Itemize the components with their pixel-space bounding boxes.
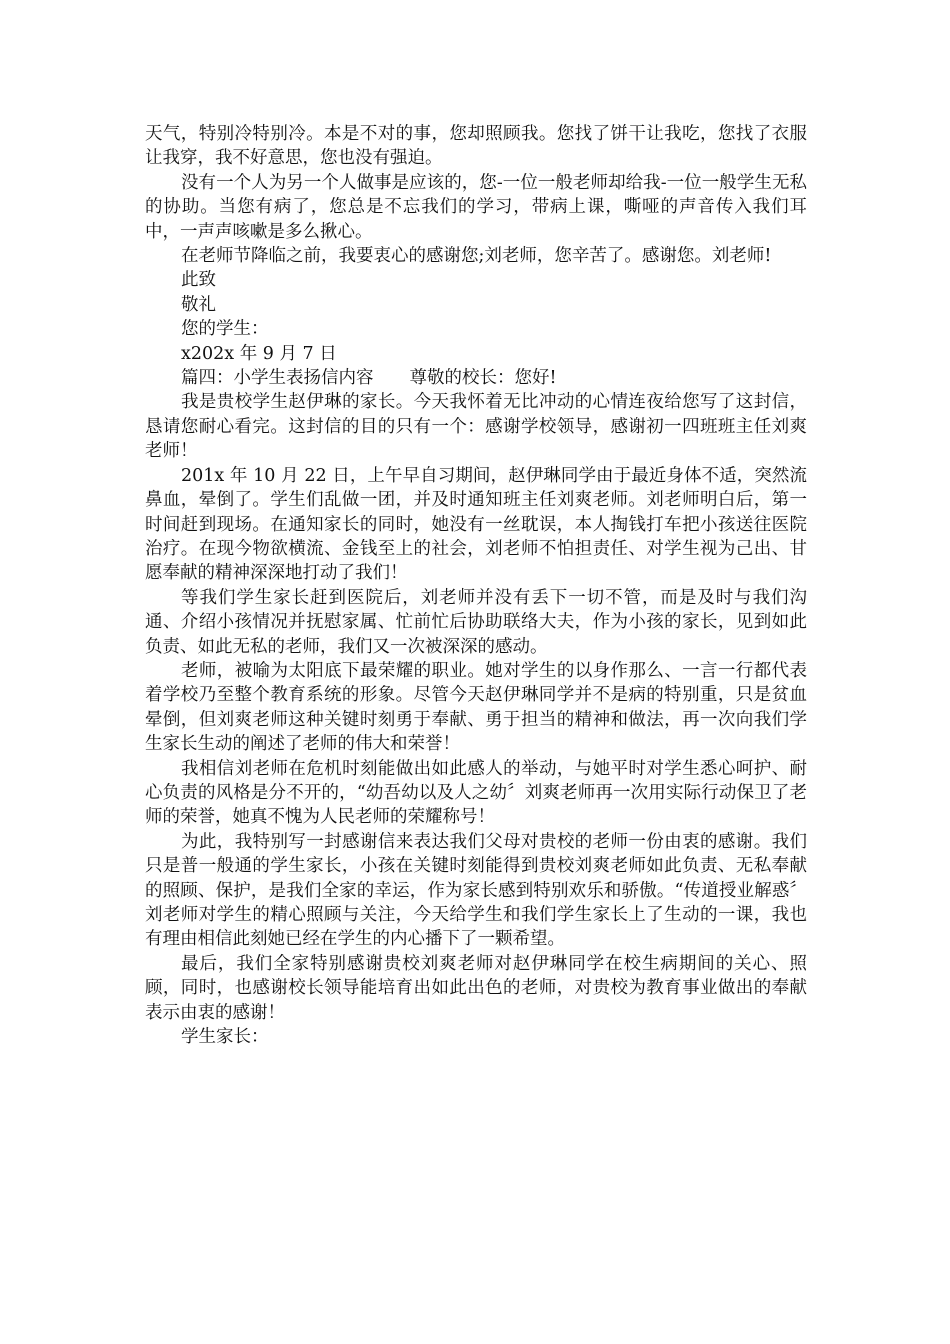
signature-student: 您的学生： <box>181 319 269 340</box>
paragraph-teacher-help: 没有一个人为另一个人做事是应该的，您-一位一般老师却给我-一位一般学生无私的协助。当您有病了，您总是不忘我们的学习，带病上课，嘶哑的声音传入我们耳中，一声声咳嗽是多么揪心。 <box>145 172 807 242</box>
signature-parent: 学生家长： <box>181 1027 269 1048</box>
paragraph-intro: 我是贵校学生赵伊琳的家长。今天我怀着无比冲动的心情连夜给您写了这封信，恳请您耐心看完。这封信的目的只有一个：感谢学校领导，感谢初一四班班主任刘爽老师！ <box>145 392 807 462</box>
section-title: 篇四：小学生表扬信内容 <box>181 368 374 389</box>
paragraph-weather: 天气，特别冷特别冷。本是不对的事，您却照顾我。您找了饼干让我吃，您找了衣服让我穿，我不好意思，您也没有强迫。 <box>145 124 807 169</box>
document-body <box>145 122 807 1049</box>
paragraph-final-thanks: 最后，我们全家特别感谢贵校刘爽老师对赵伊琳同学在校生病期间的关心、照顾，同时，也感谢校长领导能培育出如此出色的老师，对贵校为教育事业做出的奉献表示由衷的感谢！ <box>145 953 807 1023</box>
closing-cizhi: 此致 <box>181 270 216 291</box>
closing-jingli: 敬礼 <box>181 294 216 315</box>
letter-date: x202x 年 9 月 7 日 <box>181 343 337 364</box>
paragraph-incident: 201x 年 10 月 22 日，上午早自习期间，赵伊琳同学由于最近身体不适，突然流鼻血，晕倒了。学生们乱做一团，并及时通知班主任刘爽老师。刘老师明白后，第一时间赶到现场。在通知家长的同时，她没有一丝耽误，本人掏钱打车把小孩送往医院治疗。在现今物欲横流、金钱至上的社会，刘老师不怕担责任、对学生视为己出、甘愿奉献的精神深深地打动了我们！ <box>145 465 807 584</box>
paragraph-teacher-profession: 老师，被喻为太阳底下最荣耀的职业。她对学生的以身作那么、一言一行都代表着学校乃至整个教育系统的形象。尽管今天赵伊琳同学并不是病的特别重，只是贫血晕倒，但刘爽老师这种关键时刻勇于奉献、勇于担当的精神和做法，再一次向我们学生家长生动的阐述了老师的伟大和荣誉！ <box>145 660 807 755</box>
paragraph-gratitude: 为此，我特别写一封感谢信来表达我们父母对贵校的老师一份由衷的感谢。我们只是普一般通的学生家长，小孩在关键时刻能得到贵校刘爽老师如此负责、无私奉献的照顾、保护，是我们全家的幸运，作为家长感到特别欢乐和骄傲。“传道授业解惑〞刘老师对学生的精心照顾与关注，今天给学生和我们学生家长上了生动的一课，我也有理由相信此刻她已经在学生的内心播下了一颗希望。 <box>145 831 807 950</box>
section-heading <box>145 366 807 390</box>
paragraph-teachers-day-thanks: 在老师节降临之前，我要衷心的感谢您;刘老师，您辛苦了。感谢您。刘老师! <box>181 246 772 267</box>
section-greeting: 尊敬的校长：您好! <box>409 368 557 389</box>
paragraph-hospital: 等我们学生家长赶到医院后，刘老师并没有丢下一切不管，而是及时与我们沟通、介绍小孩情况并抚慰家属、忙前忙后协助联络大夫，作为小孩的家长，见到如此负责、如此无私的老师，我们又一次被深深的感动。 <box>145 587 807 657</box>
paragraph-belief: 我相信刘老师在危机时刻能做出如此感人的举动，与她平时对学生悉心呵护、耐心负责的风格是分不开的，“幼吾幼以及人之幼〞刘爽老师再一次用实际行动保卫了老师的荣誉，她真不愧为人民老师的荣耀称号！ <box>145 758 807 828</box>
